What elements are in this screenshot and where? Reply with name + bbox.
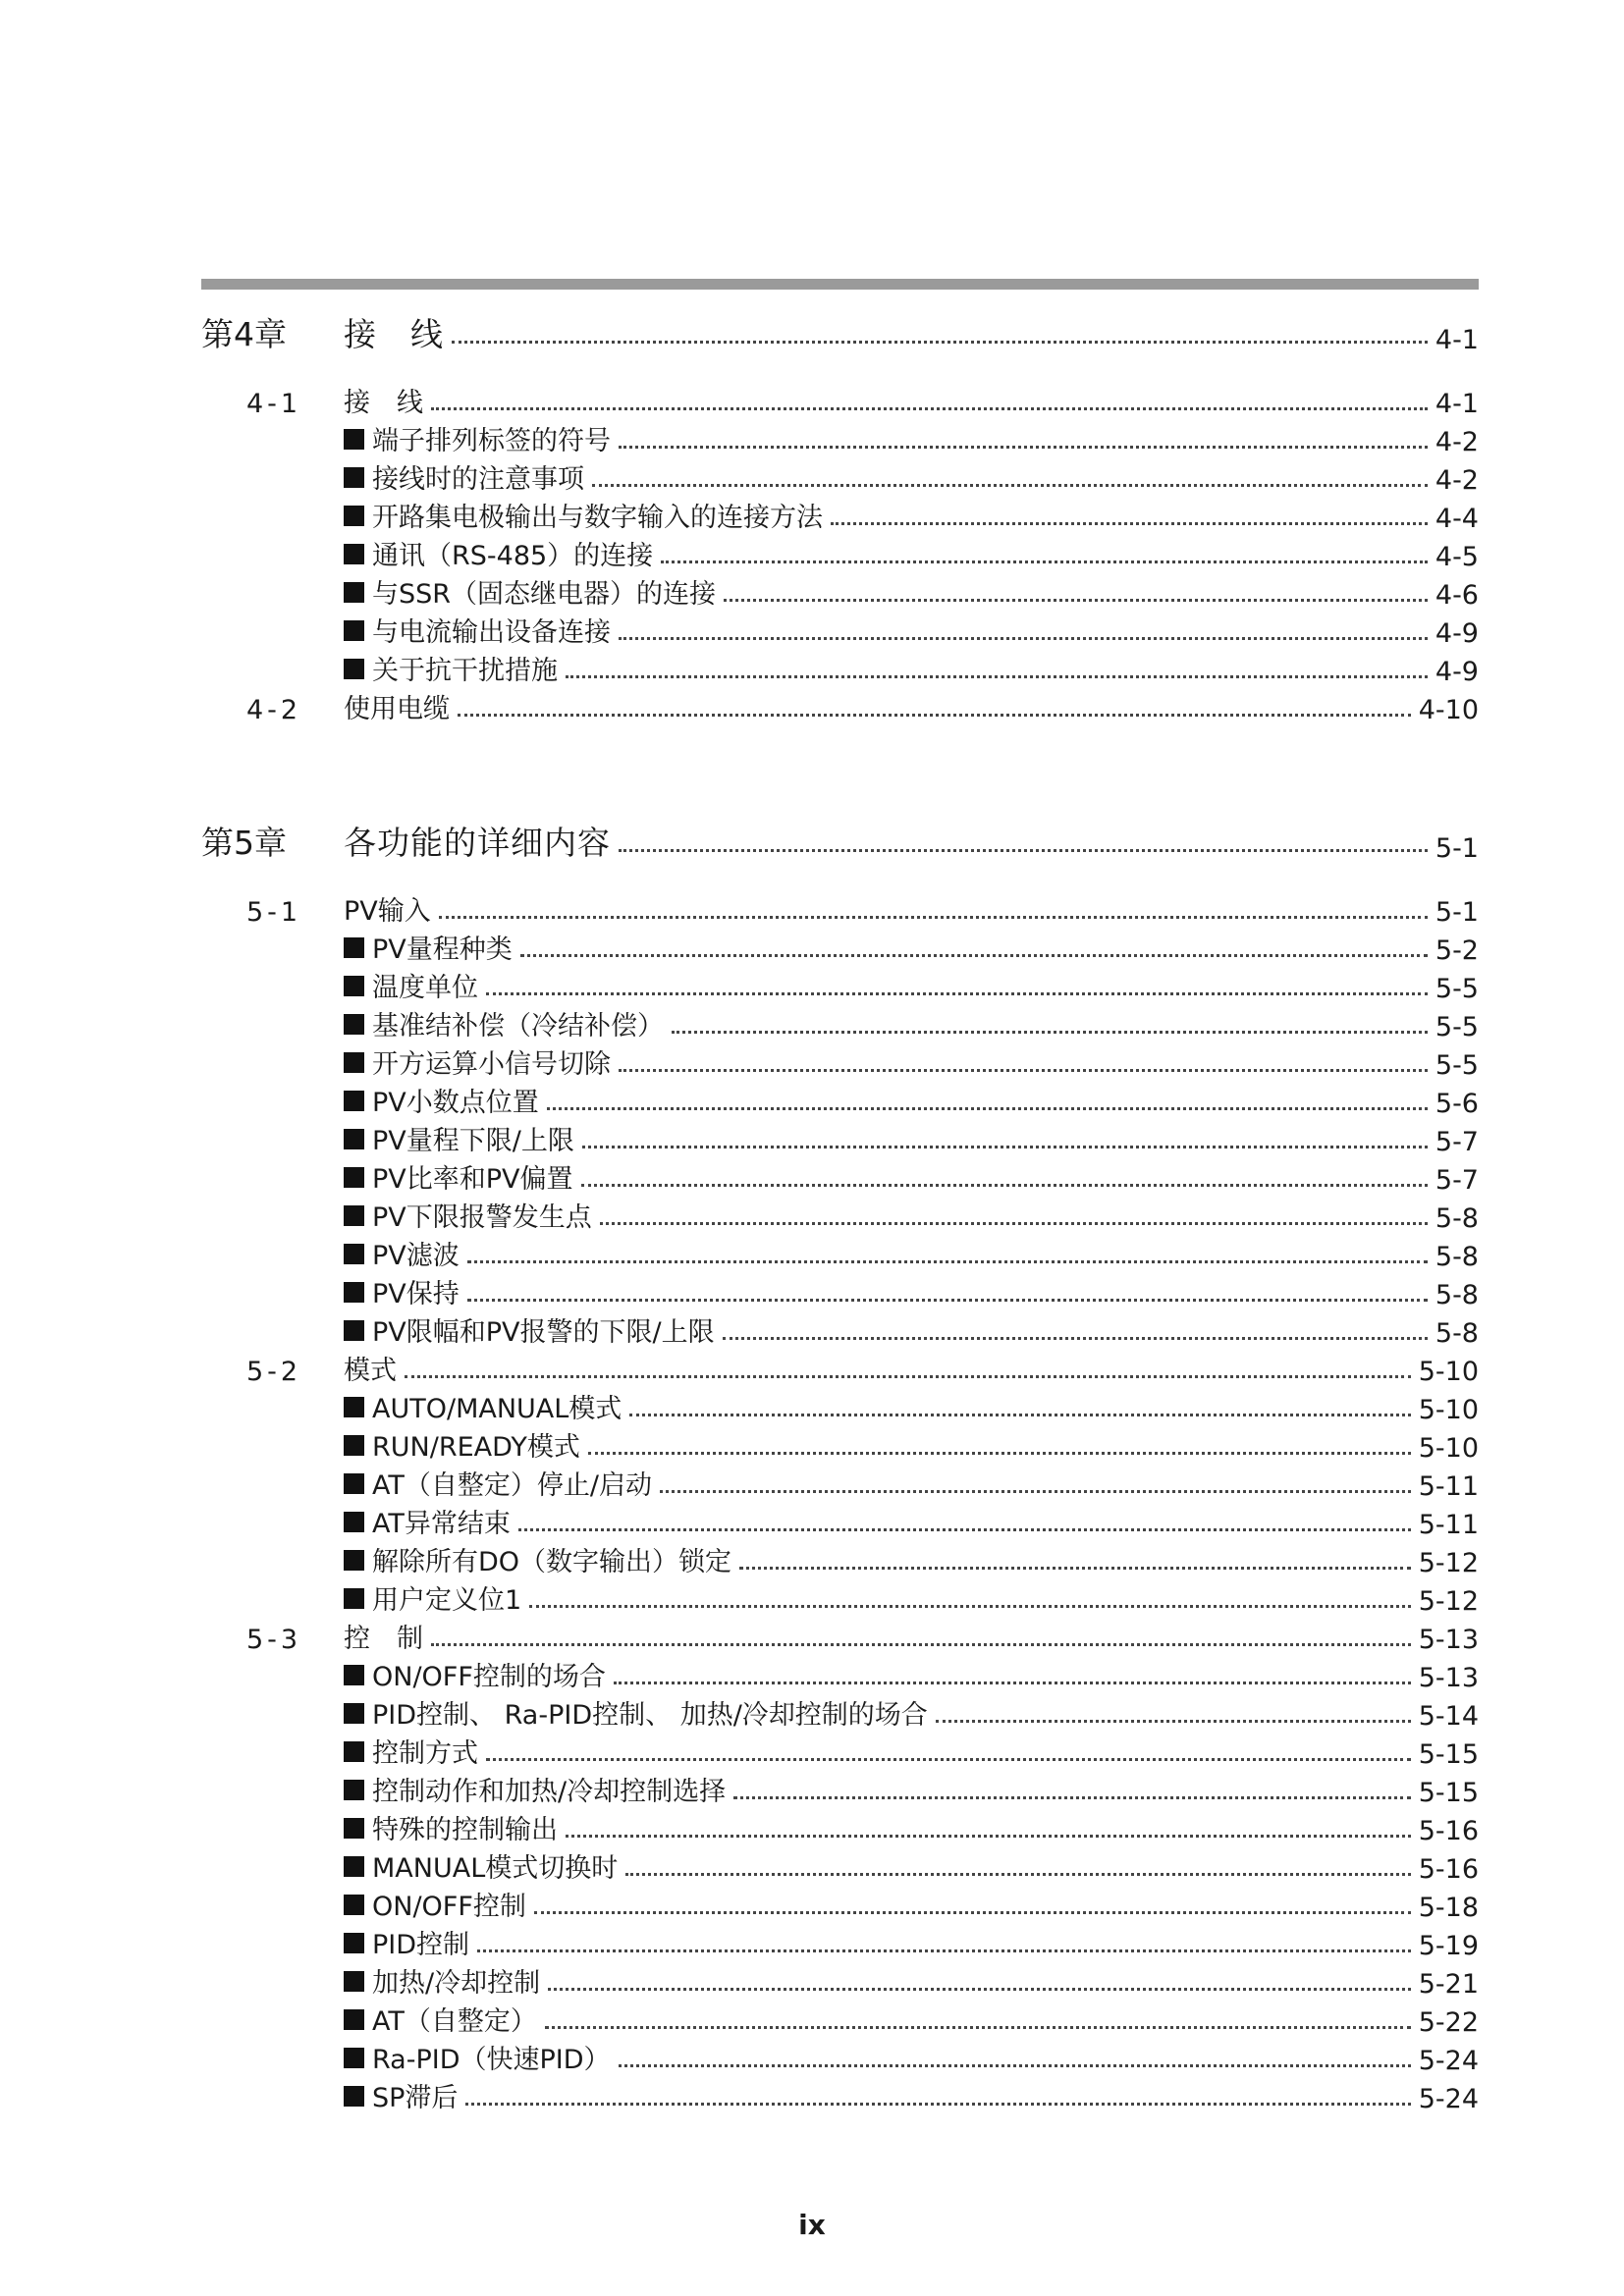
dot-leader xyxy=(566,1835,1411,1838)
title-text: 控制动作和加热/冷却控制选择 xyxy=(372,1777,727,1807)
toc-item-row xyxy=(201,1581,1479,1617)
section-number-text: 4-1 xyxy=(246,389,302,419)
square-bullet-icon xyxy=(344,1895,364,1915)
section-number xyxy=(201,1357,344,1387)
toc-item-row xyxy=(201,2079,1479,2114)
page-ref: 5-5 xyxy=(1435,974,1479,1004)
title-text: PV下限报警发生点 xyxy=(372,1202,592,1233)
title-text: 控 制 xyxy=(344,1624,423,1654)
title-text: ON/OFF控制 xyxy=(372,1892,526,1922)
page-ref: 5-12 xyxy=(1418,1586,1479,1617)
item-title xyxy=(344,1119,574,1157)
dot-leader xyxy=(486,992,1428,995)
item-title xyxy=(344,1425,580,1464)
dot-leader xyxy=(486,1758,1411,1761)
dot-leader xyxy=(518,1528,1411,1531)
item-title xyxy=(344,1732,478,1770)
section-number xyxy=(201,695,344,725)
square-bullet-icon xyxy=(344,1780,364,1800)
title-text: PV滤波 xyxy=(372,1241,460,1271)
toc-item-row xyxy=(201,1045,1479,1081)
toc-item-row xyxy=(201,1390,1479,1425)
toc-item-row xyxy=(201,575,1479,611)
toc-item-row xyxy=(201,931,1479,966)
chapter-label: 第4章 xyxy=(201,315,287,353)
section-row xyxy=(201,384,1479,419)
item-title xyxy=(344,1540,731,1578)
page-ref: 4-10 xyxy=(1418,695,1479,725)
item-title xyxy=(344,1081,539,1119)
dot-leader xyxy=(619,1069,1428,1072)
square-bullet-icon xyxy=(344,1741,364,1762)
toc-item-row xyxy=(201,1428,1479,1464)
title-text: MANUAL模式切换时 xyxy=(372,1853,619,1884)
square-bullet-icon xyxy=(344,937,364,958)
chapter-label: 第5章 xyxy=(201,824,287,862)
page-ref: 5-5 xyxy=(1435,1050,1479,1081)
square-bullet-icon xyxy=(344,1588,364,1609)
dot-leader xyxy=(431,1643,1411,1646)
item-title xyxy=(344,1272,460,1310)
square-bullet-icon xyxy=(344,1052,364,1073)
dot-leader xyxy=(629,1414,1410,1416)
top-rule xyxy=(201,279,1479,290)
page-ref: 4-1 xyxy=(1435,389,1479,419)
toc-item-row xyxy=(201,1122,1479,1157)
toc-item-row xyxy=(201,1467,1479,1502)
dot-leader xyxy=(600,1222,1428,1225)
title-text: 基准结补偿（冷结补偿） xyxy=(372,1011,664,1041)
item-title xyxy=(344,1578,521,1617)
item-title xyxy=(344,649,558,687)
dot-leader xyxy=(452,341,1428,344)
title-text: 解除所有DO（数字输出）锁定 xyxy=(372,1547,732,1577)
square-bullet-icon xyxy=(344,1091,364,1111)
toc-item-row xyxy=(201,1964,1479,2000)
section-number xyxy=(201,1625,344,1655)
toc-item-row xyxy=(201,1237,1479,1272)
dot-leader xyxy=(661,561,1428,563)
item-title xyxy=(344,2038,611,2076)
title-text: 温度单位 xyxy=(372,973,478,1003)
dot-leader xyxy=(548,1988,1411,1991)
title-text: 使用电缆 xyxy=(344,694,450,724)
title-text: PV量程下限/上限 xyxy=(372,1126,574,1156)
square-bullet-icon xyxy=(344,1014,364,1035)
page-ref: 5-15 xyxy=(1418,1739,1479,1770)
square-bullet-icon xyxy=(344,506,364,526)
square-bullet-icon xyxy=(344,1665,364,1685)
toc-item-row xyxy=(201,1543,1479,1578)
item-title xyxy=(344,611,611,649)
square-bullet-icon xyxy=(344,1856,364,1877)
section-row xyxy=(201,690,1479,725)
dot-leader xyxy=(660,1490,1411,1493)
square-bullet-icon xyxy=(344,1550,364,1571)
item-title xyxy=(344,496,823,534)
toc-item-row xyxy=(201,2041,1479,2076)
item-title xyxy=(344,1042,611,1081)
square-bullet-icon xyxy=(344,620,364,641)
toc-item-row xyxy=(201,1007,1479,1042)
section-title xyxy=(344,889,431,928)
item-title xyxy=(344,2076,458,2114)
page-ref: 4-2 xyxy=(1435,465,1479,496)
toc-item-row xyxy=(201,1275,1479,1310)
title-text: PV保持 xyxy=(372,1279,460,1309)
square-bullet-icon xyxy=(344,467,364,488)
dot-leader xyxy=(582,1146,1428,1148)
toc-item-row xyxy=(201,969,1479,1004)
page-ref: 5-13 xyxy=(1418,1663,1479,1693)
square-bullet-icon xyxy=(344,544,364,564)
dot-leader xyxy=(614,1682,1411,1684)
square-bullet-icon xyxy=(344,1703,364,1724)
square-bullet-icon xyxy=(344,582,364,603)
section-title xyxy=(344,381,423,419)
square-bullet-icon xyxy=(344,1512,364,1532)
section-number-text: 5-1 xyxy=(246,897,302,928)
toc-item-row xyxy=(201,1735,1479,1770)
dot-leader xyxy=(405,1375,1411,1378)
item-title xyxy=(344,1234,460,1272)
section-number xyxy=(201,897,344,928)
title-text: 特殊的控制输出 xyxy=(372,1815,558,1845)
square-bullet-icon xyxy=(344,1818,364,1839)
page-ref: 5-10 xyxy=(1418,1395,1479,1425)
toc-item-row xyxy=(201,2002,1479,2038)
square-bullet-icon xyxy=(344,1933,364,1953)
square-bullet-icon xyxy=(344,1167,364,1188)
dot-leader xyxy=(467,1260,1428,1263)
dot-leader xyxy=(625,1873,1410,1876)
toc-item-row xyxy=(201,1313,1479,1349)
page-ref: 5-8 xyxy=(1435,1280,1479,1310)
title-text: RUN/READY模式 xyxy=(372,1432,580,1463)
title-text: 接 线 xyxy=(344,315,444,353)
square-bullet-icon xyxy=(344,659,364,679)
dot-leader xyxy=(534,1911,1411,1914)
title-text: 关于抗干扰措施 xyxy=(372,656,558,686)
section-title xyxy=(344,1349,397,1387)
item-title xyxy=(344,1157,573,1196)
item-title xyxy=(344,1387,622,1425)
dot-leader xyxy=(723,1337,1428,1340)
dot-leader xyxy=(465,2103,1410,2106)
toc-item-row xyxy=(201,1773,1479,1808)
title-text: Ra-PID（快速PID） xyxy=(372,2045,611,2075)
page-ref: 5-24 xyxy=(1418,2046,1479,2076)
toc-item-row xyxy=(201,499,1479,534)
title-text: PID控制、 Ra-PID控制、 加热/冷却控制的场合 xyxy=(372,1700,928,1731)
toc-item-row xyxy=(201,1160,1479,1196)
chapter-row xyxy=(201,310,1479,355)
title-text: 与SSR（固态继电器）的连接 xyxy=(372,579,717,610)
dot-leader xyxy=(439,916,1428,919)
toc-item-row xyxy=(201,1811,1479,1846)
square-bullet-icon xyxy=(344,1129,364,1149)
page-ref: 5-7 xyxy=(1435,1165,1479,1196)
dot-leader xyxy=(566,675,1428,678)
page-ref: 5-2 xyxy=(1435,935,1479,966)
square-bullet-icon xyxy=(344,2009,364,2030)
title-text: 接线时的注意事项 xyxy=(372,464,584,495)
page-ref: 5-1 xyxy=(1435,833,1479,864)
page-ref: 5-6 xyxy=(1435,1089,1479,1119)
title-text: 加热/冷却控制 xyxy=(372,1968,541,1999)
page-ref: 5-14 xyxy=(1418,1701,1479,1732)
title-text: PV输入 xyxy=(344,896,431,927)
dot-leader xyxy=(547,1107,1428,1110)
chapter-title xyxy=(344,818,611,864)
section-title xyxy=(344,1617,423,1655)
square-bullet-icon xyxy=(344,976,364,996)
toc-item-row xyxy=(201,652,1479,687)
square-bullet-icon xyxy=(344,1397,364,1417)
title-text: ON/OFF控制的场合 xyxy=(372,1662,606,1692)
page-ref: 5-5 xyxy=(1435,1012,1479,1042)
square-bullet-icon xyxy=(344,1473,364,1494)
toc-item-row xyxy=(201,1084,1479,1119)
square-bullet-icon xyxy=(344,1435,364,1456)
page-ref: 5-13 xyxy=(1418,1625,1479,1655)
item-title xyxy=(344,1770,726,1808)
title-text: PV量程种类 xyxy=(372,934,513,965)
page-number: ix xyxy=(798,2209,826,2241)
page-ref: 5-16 xyxy=(1418,1816,1479,1846)
item-title xyxy=(344,1808,558,1846)
square-bullet-icon xyxy=(344,1244,364,1264)
page-ref: 4-1 xyxy=(1435,325,1479,355)
title-text: 用户定义位1 xyxy=(372,1585,522,1616)
dot-leader xyxy=(619,2064,1411,2067)
item-title xyxy=(344,572,716,611)
page-ref: 5-16 xyxy=(1418,1854,1479,1885)
page-ref: 4-9 xyxy=(1435,618,1479,649)
section-number-text: 5-3 xyxy=(246,1625,302,1655)
square-bullet-icon xyxy=(344,1971,364,1992)
item-title xyxy=(344,1923,469,1961)
dot-leader xyxy=(581,1184,1428,1187)
section-row xyxy=(201,892,1479,928)
toc-item-row xyxy=(201,1888,1479,1923)
section-number-text: 5-2 xyxy=(246,1357,302,1387)
item-title xyxy=(344,1502,511,1540)
page-ref: 5-8 xyxy=(1435,1318,1479,1349)
title-text: 通讯（RS-485）的连接 xyxy=(372,541,654,571)
dot-leader xyxy=(619,849,1428,852)
section-number-text: 4-2 xyxy=(246,695,302,725)
item-title xyxy=(344,1655,606,1693)
page-ref: 5-8 xyxy=(1435,1242,1479,1272)
dot-leader xyxy=(545,2026,1411,2029)
toc-item-row xyxy=(201,460,1479,496)
dot-leader xyxy=(431,407,1428,410)
title-text: 模式 xyxy=(344,1356,397,1386)
page-ref: 4-6 xyxy=(1435,580,1479,611)
dot-leader xyxy=(936,1720,1411,1723)
item-title xyxy=(344,1196,592,1234)
square-bullet-icon xyxy=(344,1205,364,1226)
square-bullet-icon xyxy=(344,2086,364,2107)
toc-item-row xyxy=(201,1926,1479,1961)
page-ref: 5-10 xyxy=(1418,1357,1479,1387)
title-text: 端子排列标签的符号 xyxy=(372,426,611,456)
section-number xyxy=(201,389,344,419)
title-text: 与电流输出设备连接 xyxy=(372,617,611,648)
item-title xyxy=(344,1464,652,1502)
title-text: AT（自整定）停止/启动 xyxy=(372,1470,652,1501)
square-bullet-icon xyxy=(344,429,364,450)
dot-leader xyxy=(733,1796,1411,1799)
page-ref: 5-7 xyxy=(1435,1127,1479,1157)
dot-leader xyxy=(724,599,1428,602)
dot-leader xyxy=(739,1567,1411,1570)
page-ref: 5-21 xyxy=(1418,1969,1479,2000)
title-text: SP滞后 xyxy=(372,2083,459,2113)
page-ref: 5-1 xyxy=(1435,897,1479,928)
page-ref: 5-12 xyxy=(1418,1548,1479,1578)
dot-leader xyxy=(672,1031,1428,1034)
title-text: AT（自整定） xyxy=(372,2006,537,2037)
item-title xyxy=(344,966,478,1004)
toc-item-row xyxy=(201,614,1479,649)
toc-item-row xyxy=(201,1849,1479,1885)
page-ref: 5-10 xyxy=(1418,1433,1479,1464)
dot-leader xyxy=(467,1299,1428,1302)
page-ref: 5-11 xyxy=(1418,1510,1479,1540)
dot-leader xyxy=(529,1605,1411,1608)
page-ref: 4-5 xyxy=(1435,542,1479,572)
item-title xyxy=(344,1961,540,2000)
title-text: 控制方式 xyxy=(372,1738,478,1769)
toc-item-row xyxy=(201,1199,1479,1234)
item-title xyxy=(344,1004,664,1042)
page-ref: 5-8 xyxy=(1435,1203,1479,1234)
toc-item-row xyxy=(201,1505,1479,1540)
title-text: PV限幅和PV报警的下限/上限 xyxy=(372,1317,715,1348)
section-title xyxy=(344,687,450,725)
item-title xyxy=(344,419,611,457)
square-bullet-icon xyxy=(344,1320,364,1341)
toc-item-row xyxy=(201,1696,1479,1732)
title-text: 接 线 xyxy=(344,388,423,418)
dot-leader xyxy=(831,522,1428,525)
dot-leader xyxy=(477,1949,1411,1952)
page-ref: 4-9 xyxy=(1435,657,1479,687)
item-title xyxy=(344,1310,715,1349)
chapter-title xyxy=(344,309,444,355)
page-ref: 5-18 xyxy=(1418,1893,1479,1923)
page-ref: 5-19 xyxy=(1418,1931,1479,1961)
title-text: AUTO/MANUAL模式 xyxy=(372,1394,623,1424)
square-bullet-icon xyxy=(344,1282,364,1303)
item-title xyxy=(344,1846,618,1885)
section-row xyxy=(201,1620,1479,1655)
dot-leader xyxy=(619,446,1428,449)
item-title xyxy=(344,928,513,966)
item-title xyxy=(344,1693,928,1732)
page-ref: 5-11 xyxy=(1418,1471,1479,1502)
item-title xyxy=(344,457,584,496)
title-text: AT异常结束 xyxy=(372,1509,511,1539)
dot-leader xyxy=(619,637,1428,640)
dot-leader xyxy=(588,1452,1411,1455)
square-bullet-icon xyxy=(344,2048,364,2068)
dot-leader xyxy=(592,484,1428,487)
title-text: PV比率和PV偏置 xyxy=(372,1164,573,1195)
title-text: 开方运算小信号切除 xyxy=(372,1049,611,1080)
section-row xyxy=(201,1352,1479,1387)
title-text: PID控制 xyxy=(372,1930,470,1960)
dot-leader xyxy=(458,714,1411,717)
page-ref: 5-15 xyxy=(1418,1778,1479,1808)
title-text: 开路集电极输出与数字输入的连接方法 xyxy=(372,503,823,533)
page-ref: 4-4 xyxy=(1435,504,1479,534)
toc-item-row xyxy=(201,1658,1479,1693)
title-text: 各功能的详细内容 xyxy=(344,824,611,862)
item-title xyxy=(344,2000,537,2038)
chapter-row xyxy=(201,819,1479,864)
toc-item-row xyxy=(201,422,1479,457)
toc-item-row xyxy=(201,537,1479,572)
page-ref: 5-22 xyxy=(1418,2007,1479,2038)
page-ref: 4-2 xyxy=(1435,427,1479,457)
dot-leader xyxy=(520,954,1428,957)
item-title xyxy=(344,1885,526,1923)
item-title xyxy=(344,534,653,572)
page-ref: 5-24 xyxy=(1418,2084,1479,2114)
title-text: PV小数点位置 xyxy=(372,1088,539,1118)
